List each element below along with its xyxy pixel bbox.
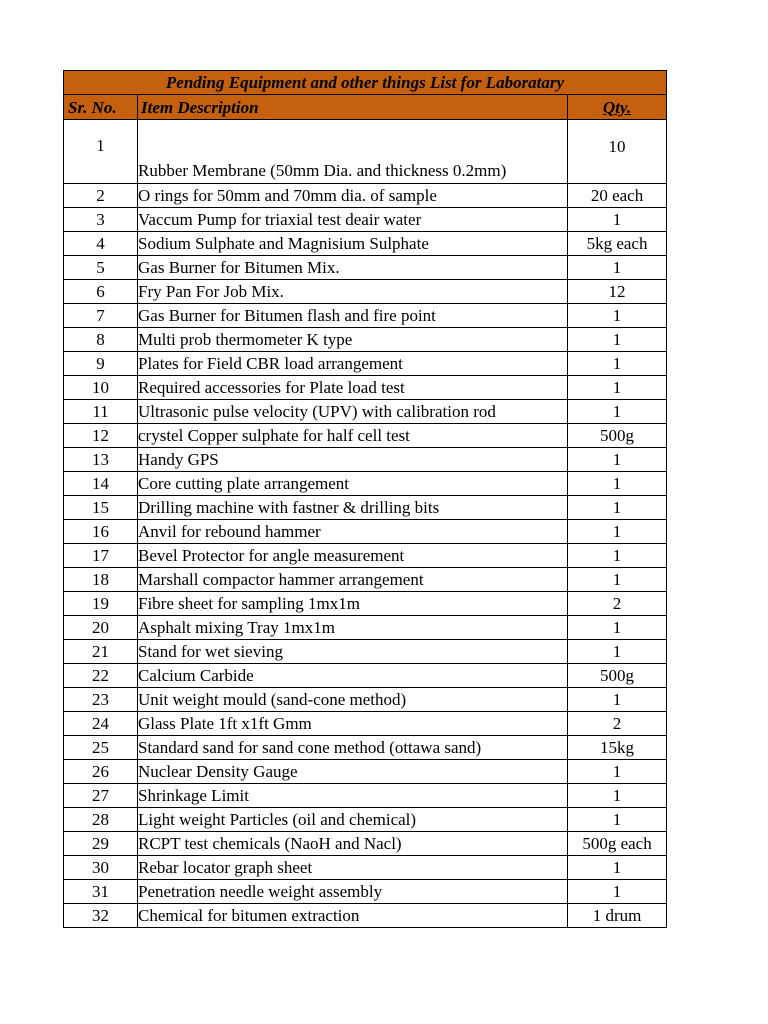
sr-no-cell: 22 xyxy=(64,664,138,688)
table-row xyxy=(64,904,667,928)
qty-cell: 1 xyxy=(568,208,667,232)
table-row xyxy=(64,352,667,376)
table-row xyxy=(64,448,667,472)
equipment-list-table xyxy=(63,70,667,928)
table-header-row xyxy=(64,95,667,120)
table-row xyxy=(64,664,667,688)
sr-no-cell: 19 xyxy=(64,592,138,616)
qty-cell: 500g xyxy=(568,664,667,688)
item-description-header: Item Description xyxy=(138,95,568,120)
item-description-cell: Core cutting plate arrangement xyxy=(138,472,568,496)
table-row xyxy=(64,832,667,856)
item-description-cell: RCPT test chemicals (NaoH and Nacl) xyxy=(138,832,568,856)
qty-cell: 2 xyxy=(568,592,667,616)
item-description-cell: Gas Burner for Bitumen flash and fire point xyxy=(138,304,568,328)
item-description-cell: Calcium Carbide xyxy=(138,664,568,688)
qty-cell: 1 xyxy=(568,472,667,496)
item-description-cell: Drilling machine with fastner & drilling bits xyxy=(138,496,568,520)
qty-cell: 1 drum xyxy=(568,904,667,928)
table-row xyxy=(64,208,667,232)
qty-cell: 1 xyxy=(568,376,667,400)
item-description-cell: Glass Plate 1ft x1ft Gmm xyxy=(138,712,568,736)
table-body xyxy=(64,120,667,928)
table-row xyxy=(64,760,667,784)
sr-no-cell: 16 xyxy=(64,520,138,544)
sr-no-cell: 32 xyxy=(64,904,138,928)
table-row xyxy=(64,784,667,808)
table-row xyxy=(64,808,667,832)
sr-no-cell: 17 xyxy=(64,544,138,568)
sr-no-cell: 9 xyxy=(64,352,138,376)
item-description-cell: Anvil for rebound hammer xyxy=(138,520,568,544)
item-description-cell: Standard sand for sand cone method (ottawa sand) xyxy=(138,736,568,760)
qty-cell: 1 xyxy=(568,328,667,352)
sr-no-cell: 30 xyxy=(64,856,138,880)
table-row xyxy=(64,856,667,880)
qty-cell: 1 xyxy=(568,256,667,280)
item-description-cell: Required accessories for Plate load test xyxy=(138,376,568,400)
qty-cell: 1 xyxy=(568,688,667,712)
qty-cell: 12 xyxy=(568,280,667,304)
sr-no-cell: 21 xyxy=(64,640,138,664)
item-description-cell: Rebar locator graph sheet xyxy=(138,856,568,880)
qty-cell: 1 xyxy=(568,808,667,832)
table-row xyxy=(64,424,667,448)
table-row xyxy=(64,472,667,496)
item-description-cell: Gas Burner for Bitumen Mix. xyxy=(138,256,568,280)
qty-cell: 1 xyxy=(568,760,667,784)
sr-no-cell: 14 xyxy=(64,472,138,496)
qty-cell: 1 xyxy=(568,448,667,472)
sr-no-cell: 5 xyxy=(64,256,138,280)
sr-no-cell: 26 xyxy=(64,760,138,784)
qty-cell: 500g xyxy=(568,424,667,448)
sr-no-cell: 4 xyxy=(64,232,138,256)
qty-cell: 2 xyxy=(568,712,667,736)
sr-no-cell: 20 xyxy=(64,616,138,640)
table-row xyxy=(64,232,667,256)
item-description-cell: Asphalt mixing Tray 1mx1m xyxy=(138,616,568,640)
qty-cell: 5kg each xyxy=(568,232,667,256)
table-row xyxy=(64,520,667,544)
item-description-cell: Ultrasonic pulse velocity (UPV) with calibration rod xyxy=(138,400,568,424)
table-row xyxy=(64,880,667,904)
table-row xyxy=(64,376,667,400)
table-row xyxy=(64,616,667,640)
table-row xyxy=(64,640,667,664)
sr-no-cell: 6 xyxy=(64,280,138,304)
qty-cell: 1 xyxy=(568,544,667,568)
table-row xyxy=(64,568,667,592)
table-row xyxy=(64,280,667,304)
qty-cell: 10 xyxy=(568,120,667,184)
qty-cell: 15kg xyxy=(568,736,667,760)
table-row xyxy=(64,592,667,616)
qty-cell: 1 xyxy=(568,784,667,808)
sr-no-cell: 28 xyxy=(64,808,138,832)
sr-no-cell: 18 xyxy=(64,568,138,592)
table-row xyxy=(64,184,667,208)
sr-no-cell: 25 xyxy=(64,736,138,760)
sr-no-cell: 2 xyxy=(64,184,138,208)
table-row xyxy=(64,496,667,520)
sr-no-cell: 31 xyxy=(64,880,138,904)
sr-no-cell: 10 xyxy=(64,376,138,400)
table-row xyxy=(64,328,667,352)
table-row xyxy=(64,120,667,184)
qty-cell: 1 xyxy=(568,400,667,424)
sr-no-header: Sr. No. xyxy=(64,95,138,120)
qty-cell: 1 xyxy=(568,880,667,904)
item-description-cell: Stand for wet sieving xyxy=(138,640,568,664)
sr-no-cell: 1 xyxy=(64,120,138,184)
item-description-cell: Fibre sheet for sampling 1mx1m xyxy=(138,592,568,616)
item-description-cell: Shrinkage Limit xyxy=(138,784,568,808)
sr-no-cell: 27 xyxy=(64,784,138,808)
item-description-cell: O rings for 50mm and 70mm dia. of sample xyxy=(138,184,568,208)
qty-cell: 1 xyxy=(568,640,667,664)
item-description-cell: Plates for Field CBR load arrangement xyxy=(138,352,568,376)
sr-no-cell: 15 xyxy=(64,496,138,520)
table-row xyxy=(64,256,667,280)
sr-no-cell: 23 xyxy=(64,688,138,712)
item-description-cell: Rubber Membrane (50mm Dia. and thickness 0.2mm) xyxy=(138,120,568,184)
item-description-cell: Unit weight mould (sand-cone method) xyxy=(138,688,568,712)
table-row xyxy=(64,736,667,760)
table-row xyxy=(64,304,667,328)
qty-cell: 500g each xyxy=(568,832,667,856)
item-description-cell: Light weight Particles (oil and chemical) xyxy=(138,808,568,832)
item-description-cell: Nuclear Density Gauge xyxy=(138,760,568,784)
sr-no-cell: 3 xyxy=(64,208,138,232)
table-row xyxy=(64,544,667,568)
item-description-cell: Penetration needle weight assembly xyxy=(138,880,568,904)
qty-header: Qty. xyxy=(568,95,667,120)
qty-cell: 1 xyxy=(568,352,667,376)
item-description-cell: Bevel Protector for angle measurement xyxy=(138,544,568,568)
table-title-row xyxy=(64,71,667,95)
item-description-cell: Fry Pan For Job Mix. xyxy=(138,280,568,304)
sr-no-cell: 12 xyxy=(64,424,138,448)
sr-no-cell: 29 xyxy=(64,832,138,856)
qty-cell: 1 xyxy=(568,496,667,520)
sr-no-cell: 11 xyxy=(64,400,138,424)
table-row xyxy=(64,400,667,424)
sr-no-cell: 13 xyxy=(64,448,138,472)
qty-cell: 1 xyxy=(568,616,667,640)
item-description-cell: Handy GPS xyxy=(138,448,568,472)
qty-cell: 1 xyxy=(568,856,667,880)
item-description-cell: Chemical for bitumen extraction xyxy=(138,904,568,928)
table-title: Pending Equipment and other things List for Laboratary xyxy=(64,71,667,95)
qty-cell: 1 xyxy=(568,568,667,592)
item-description-cell: Multi prob thermometer K type xyxy=(138,328,568,352)
table-row xyxy=(64,688,667,712)
item-description-cell: Vaccum Pump for triaxial test deair water xyxy=(138,208,568,232)
table-row xyxy=(64,712,667,736)
sr-no-cell: 8 xyxy=(64,328,138,352)
item-description-cell: Sodium Sulphate and Magnisium Sulphate xyxy=(138,232,568,256)
qty-cell: 1 xyxy=(568,520,667,544)
qty-cell: 1 xyxy=(568,304,667,328)
item-description-cell: crystel Copper sulphate for half cell test xyxy=(138,424,568,448)
qty-cell: 20 each xyxy=(568,184,667,208)
item-description-cell: Marshall compactor hammer arrangement xyxy=(138,568,568,592)
sr-no-cell: 7 xyxy=(64,304,138,328)
sr-no-cell: 24 xyxy=(64,712,138,736)
